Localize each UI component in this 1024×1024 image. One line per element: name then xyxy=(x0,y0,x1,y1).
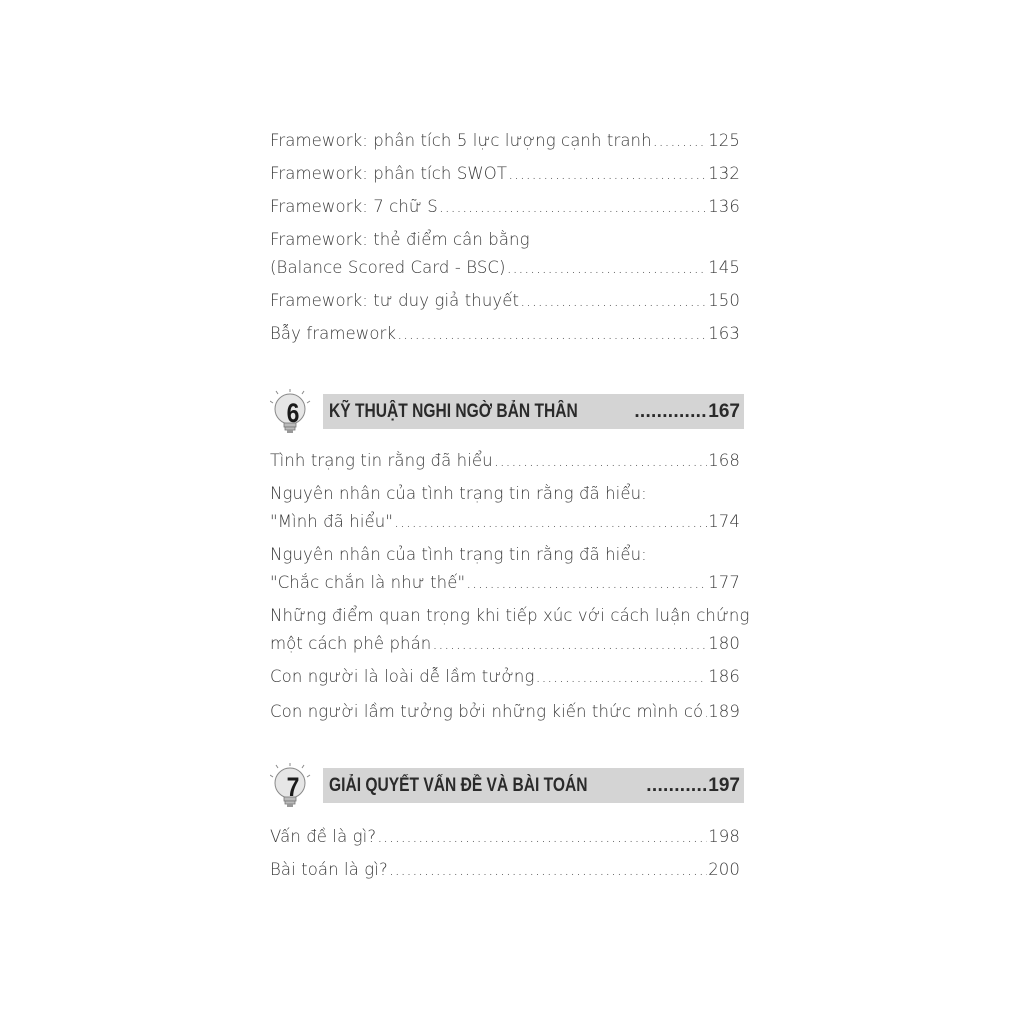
entry-title: Framework: 7 chữ S xyxy=(270,197,438,216)
toc-entry xyxy=(270,164,740,184)
entry-title-cont: (Balance Scored Card - BSC) xyxy=(270,258,506,277)
toc-entry xyxy=(270,291,740,311)
leader-dots xyxy=(634,401,706,423)
chapter-heading xyxy=(270,763,744,813)
leader-dots xyxy=(704,702,707,722)
chapter-page: 167 xyxy=(708,400,740,422)
toc-entry xyxy=(270,860,740,880)
table-of-contents xyxy=(270,0,750,1024)
chapter-number: 7 xyxy=(286,772,300,802)
chapter-heading xyxy=(270,389,744,439)
entry-page: 174 xyxy=(708,512,740,531)
chapter-number: 6 xyxy=(286,398,300,428)
leader-dots xyxy=(466,573,707,593)
leader-dots xyxy=(394,512,707,532)
entry-title: Nguyên nhân của tình trạng tin rằng đã hiểu: xyxy=(270,484,647,503)
entry-page: 180 xyxy=(708,634,740,653)
entry-title-cont: "Mình đã hiểu" xyxy=(270,512,394,531)
entry-title: Tình trạng tin rằng đã hiểu xyxy=(270,451,493,470)
entry-page: 198 xyxy=(708,827,740,846)
leader-dots xyxy=(377,827,707,847)
entry-page: 145 xyxy=(708,258,740,277)
leader-dots xyxy=(494,451,707,471)
entry-page: 150 xyxy=(708,291,740,310)
leader-dots xyxy=(508,164,707,184)
leader-dots xyxy=(389,860,707,880)
entry-title: Vấn đề là gì? xyxy=(270,827,377,846)
toc-entry xyxy=(270,451,740,471)
entry-page: 125 xyxy=(708,131,740,150)
toc-entry xyxy=(270,606,750,654)
entry-title: Những điểm quan trọng khi tiếp xúc với cách luận chứng xyxy=(270,606,750,625)
entry-page: 163 xyxy=(708,324,740,343)
toc-entry xyxy=(270,197,740,217)
toc-entry xyxy=(270,484,740,532)
entry-title-cont: "Chắc chắn là như thế" xyxy=(270,573,466,592)
entry-title: Nguyên nhân của tình trạng tin rằng đã hiểu: xyxy=(270,545,647,564)
entry-title: Framework: tư duy giả thuyết xyxy=(270,291,520,310)
toc-entry xyxy=(270,230,740,278)
leader-dots xyxy=(653,131,708,151)
chapter-title-bar xyxy=(323,394,744,429)
leader-dots xyxy=(535,667,707,687)
toc-entry xyxy=(270,702,740,722)
entry-page: 168 xyxy=(708,451,740,470)
toc-entry xyxy=(270,131,740,151)
entry-page: 200 xyxy=(708,860,740,879)
entry-page: 189 xyxy=(708,702,740,721)
entry-page: 177 xyxy=(708,573,740,592)
entry-title: Framework: phân tích 5 lực lượng cạnh tranh xyxy=(270,131,652,150)
entry-title: Framework: thẻ điểm cân bằng xyxy=(270,230,530,249)
leader-dots xyxy=(646,775,706,797)
toc-entry xyxy=(270,667,740,687)
entry-title: Bẫy framework xyxy=(270,324,397,343)
chapter-page: 197 xyxy=(708,774,740,796)
entry-page: 186 xyxy=(708,667,740,686)
leader-dots xyxy=(439,197,707,217)
chapter-title-bar xyxy=(323,768,744,803)
toc-entry xyxy=(270,324,740,344)
entry-title: Framework: phân tích SWOT xyxy=(270,164,508,183)
entry-page: 136 xyxy=(708,197,740,216)
entry-title: Con người là loài dễ lầm tưởng xyxy=(270,667,535,686)
entry-title: Bài toán là gì? xyxy=(270,860,388,879)
chapter-title: KỸ THUẬT NGHI NGỜ BẢN THÂN xyxy=(329,400,578,422)
leader-dots xyxy=(432,634,707,654)
toc-entry xyxy=(270,545,740,593)
leader-dots xyxy=(520,291,707,311)
entry-title: Con người lầm tưởng bởi những kiến thức mình có xyxy=(270,702,704,721)
leader-dots xyxy=(507,258,708,278)
toc-entry xyxy=(270,827,740,847)
entry-title-cont: một cách phê phán xyxy=(270,634,432,653)
chapter-title: GIẢI QUYẾT VẤN ĐỀ VÀ BÀI TOÁN xyxy=(329,774,588,796)
leader-dots xyxy=(397,324,707,344)
entry-page: 132 xyxy=(708,164,740,183)
